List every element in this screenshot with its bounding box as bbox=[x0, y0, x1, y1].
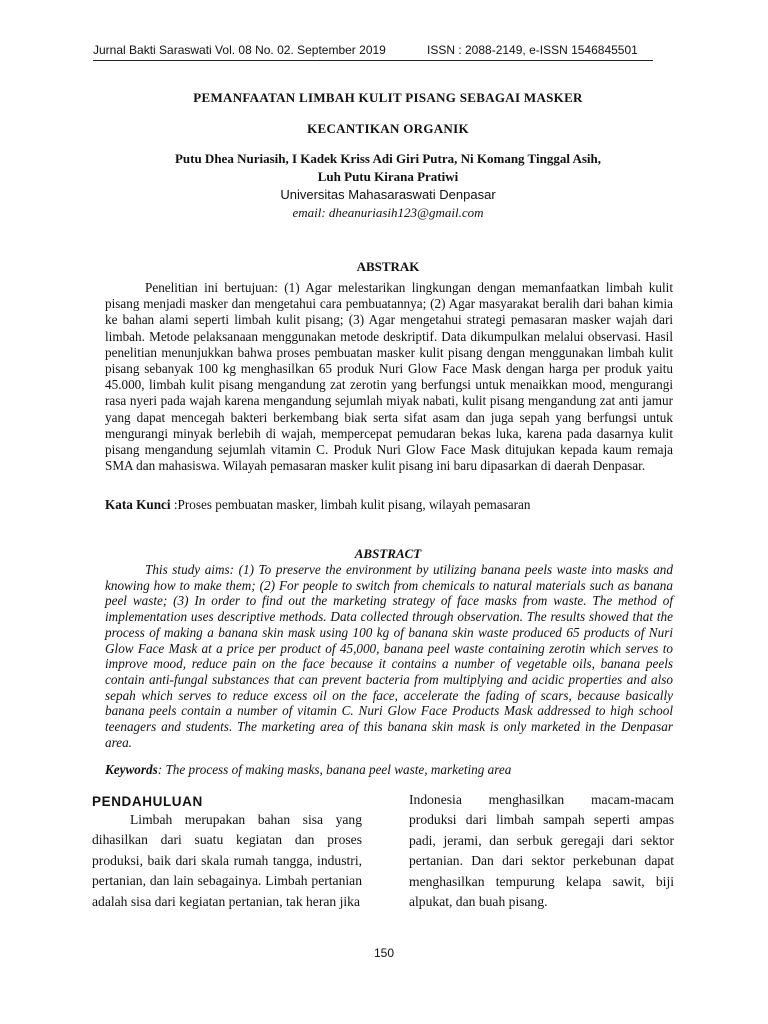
intro-left-column bbox=[92, 810, 362, 912]
abstrak-keywords bbox=[105, 497, 673, 513]
intro-right-column bbox=[409, 790, 674, 912]
journal-name: Jurnal Bakti Saraswati Vol. 08 No. 02. September 2019 bbox=[93, 43, 386, 57]
abstract-heading: ABSTRACT bbox=[354, 546, 422, 561]
author-email: email: dheanuriasih123@gmail.com bbox=[292, 205, 484, 220]
abstrak-body: Penelitian ini bertujuan: (1) Agar melestarikan lingkungan dengan memanfaatkan limbah kulit pisang menjadi masker dan mengetahui cara pembuatannya; (2) Agar masyarakat beralih dari bahan kimia ke bahan alami seperti limbah kulit pisang; (3) Agar mengetahui strategi pemasaran masker wajah dari limbah. Metode pelaksanaan menggunakan metode deskriptif. Data dikumpulkan melalui observasi. Hasil penelitian menunjukkan bahwa proses pembuatan masker kulit pisang dengan menggunakan limbah kulit pisang sebanyak 100 kg menghasilkan 65 produk Nuri Glow Face Mask dengan harga per produk yaitu 45.000, limbah kulit pisang mengandung zat zerotin yang berfungsi untuk menaikkan mood, mengurangi rasa nyeri pada wajah karena mengandung sejumlah miyak nabati, kulit pisang mengandung zat anti jamur yang dapat mencegah bakteri berkembang biak serta sifat asam dan juga sepah yang berfungsi untuk mengurangi minyak berlebih di wajah, mempercepat pemudaran bekas luka, karena pada dasarnya kulit pisang mengandung sejumlah vitamin C. Produk Nuri Glow Face Mask ditujukan kepada kaum remaja SMA dan mahasiswa. Wilayah pemasaran masker kulit pisang ini baru dipasarkan di daerah Denpasar. bbox=[105, 280, 673, 474]
abstrak-keywords-label: Kata Kunci bbox=[105, 497, 171, 512]
intro-right-paragraph: Indonesia menghasilkan macam-macam produksi dari limbah sampah seperti ampas padi, jerami, dan serbuk geregaji dari sektor pertanian. Dan dari sektor perkebunan dapat menghasilkan tempurung kelapa sawit, biji alpukat, dan buah pisang. bbox=[409, 792, 674, 910]
abstrak-keywords-text: :Proses pembuatan masker, limbah kulit pisang, wilayah pemasaran bbox=[170, 497, 531, 512]
abstract-keywords-label: Keywords bbox=[105, 762, 158, 777]
abstrak-heading: ABSTRAK bbox=[356, 259, 420, 274]
abstract-body: This study aims: (1) To preserve the environment by utilizing banana peels waste into masks and knowing how to make them; (2) For people to switch from chemicals to natural materials such as banana peel waste; (3) In order to find out the marketing strategy of face masks from waste. The method of implementation uses descriptive methods. Data collected through observation. The results showed that the process of making a banana skin mask using 100 kg of banana skin waste produced 65 products of Nuri Glow Face Mask at a price per product of 45,000, banana peel waste containing zerotin which serves to improve mood, reduce pain on the face because it contains a number of vegetable oils, banana peels contain anti-fungal substances that can prevent bacteria from multiplying and acidic properties and also sepah which serves to reduce excess oil on the face, accelerate the fading of scars, because basically banana peels contain a number of vitamin C. Nuri Glow Face Products Mask addressed to high school teenagers and students. The marketing area of this banana skin mask is only marketed in the Denpasar area. bbox=[105, 562, 673, 750]
page-number: 150 bbox=[373, 946, 395, 960]
affiliation: Universitas Mahasaraswati Denpasar bbox=[280, 187, 496, 202]
abstract-keywords bbox=[105, 762, 673, 778]
paper-title-line-2: KECANTIKAN ORGANIK bbox=[307, 121, 469, 136]
issn: ISSN : 2088-2149, e-ISSN 1546845501 bbox=[427, 43, 638, 57]
running-header bbox=[93, 42, 653, 66]
authors-line-2: Luh Putu Kirana Pratiwi bbox=[317, 169, 459, 184]
section-heading-pendahuluan: PENDAHULUAN bbox=[92, 794, 203, 809]
abstract-keywords-text: : The process of making masks, banana peel waste, marketing area bbox=[157, 762, 512, 777]
authors-line-1: Putu Dhea Nuriasih, I Kadek Kriss Adi Giri Putra, Ni Komang Tinggal Asih, bbox=[174, 151, 602, 166]
intro-left-paragraph: Limbah merupakan bahan sisa yang dihasilkan dari suatu kegiatan dan proses produksi, baik dari skala rumah tangga, industri, pertanian, dan lain sebagainya. Limbah pertanian adalah sisa dari kegiatan pertanian, tak heran jika bbox=[92, 812, 362, 909]
paper-title-line-1: PEMANFAATAN LIMBAH KULIT PISANG SEBAGAI MASKER bbox=[193, 90, 583, 105]
header-rule bbox=[93, 60, 653, 61]
